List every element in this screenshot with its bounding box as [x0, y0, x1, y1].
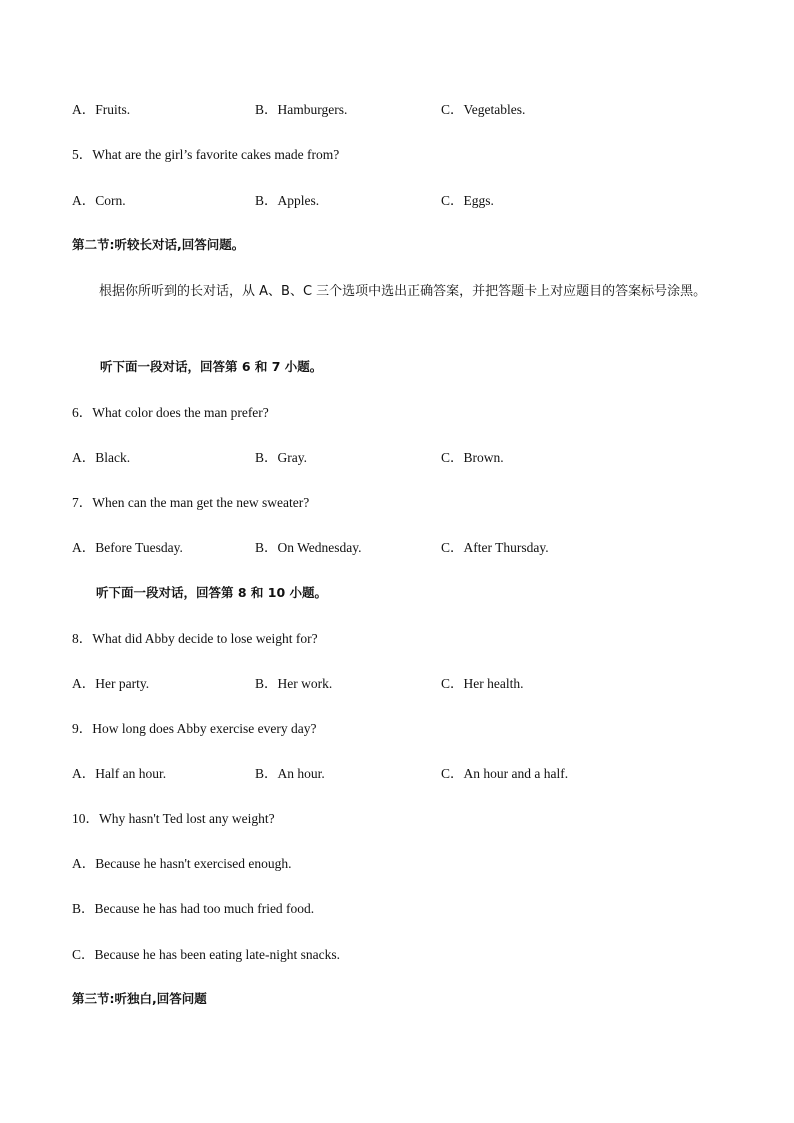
q5-option-c: C．Eggs.	[441, 193, 494, 208]
q6-options	[72, 449, 712, 467]
section3-heading: 第三节:听独白,回答问题	[72, 991, 207, 1006]
q5-stem: 5．What are the girl’s favorite cakes made from?	[72, 147, 340, 162]
q9-option-b: B．An hour.	[255, 766, 325, 781]
q4-options	[72, 101, 712, 119]
q6-option-c: C．Brown.	[441, 450, 504, 465]
q5-option-b: B．Apples.	[255, 193, 320, 208]
dialogue1-prompt: 听下面一段对话，回答第 6 和 7 小题。	[100, 359, 323, 374]
section2-heading: 第二节:听较长对话,回答问题。	[72, 237, 245, 252]
q9-option-c: C．An hour and a half.	[441, 766, 569, 781]
section2-instruction: 根据你所听到的长对话，从 A、B、C 三个选项中选出正确答案，并把答题卡上对应题目的答案标号涂黑。	[99, 284, 707, 299]
q4-option-c: C．Vegetables.	[441, 102, 526, 117]
q7-option-a: A．Before Tuesday.	[72, 540, 183, 555]
q8-option-c: C．Her health.	[441, 676, 524, 691]
q5-options	[72, 192, 712, 210]
q7-option-c: C．After Thursday.	[441, 540, 549, 555]
q9-option-a: A．Half an hour.	[72, 766, 167, 781]
q10-option-c: C．Because he has been eating late-night snacks.	[72, 947, 341, 962]
q4-option-b: B．Hamburgers.	[255, 102, 348, 117]
q6-option-b: B．Gray.	[255, 450, 307, 465]
q9-stem: 9．How long does Abby exercise every day?	[72, 721, 317, 736]
q6-option-a: A．Black.	[72, 450, 131, 465]
q7-options	[72, 539, 712, 557]
q10-option-b: B．Because he has had too much fried food.	[72, 901, 315, 916]
q4-option-a: A．Fruits.	[72, 102, 131, 117]
q8-option-a: A．Her party.	[72, 676, 150, 691]
q7-option-b: B．On Wednesday.	[255, 540, 362, 555]
q9-options	[72, 765, 712, 783]
q10-option-a: A．Because he hasn't exercised enough.	[72, 856, 292, 871]
q8-options	[72, 675, 712, 693]
q8-stem: 8．What did Abby decide to lose weight for?	[72, 631, 318, 646]
q6-stem: 6．What color does the man prefer?	[72, 405, 269, 420]
q10-stem: 10．Why hasn't Ted lost any weight?	[72, 811, 275, 826]
dialogue2-prompt: 听下面一段对话，回答第 8 和 10 小题。	[96, 585, 328, 600]
q5-option-a: A．Corn.	[72, 193, 126, 208]
q8-option-b: B．Her work.	[255, 676, 333, 691]
q7-stem: 7．When can the man get the new sweater?	[72, 495, 310, 510]
